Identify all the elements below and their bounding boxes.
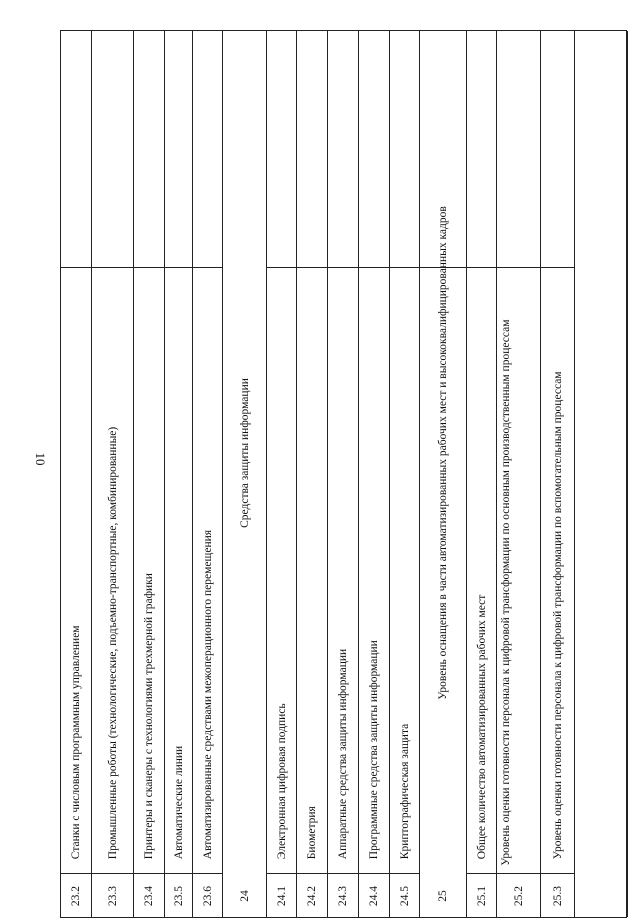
- row-text: Электронная цифровая подпись: [275, 702, 288, 859]
- row-number: 25.3: [551, 885, 564, 906]
- row-text: Автоматизированные средствами межоперационного перемещения: [201, 529, 214, 859]
- row-text: Уровень оценки готовности персонала к цифровой трансформации по основным производственным процессам: [500, 319, 512, 866]
- row-text: Уровень оценки готовности персонала к цифровой трансформации по вспомогательным процессам: [551, 371, 564, 859]
- empty-column: [575, 31, 628, 917]
- table-row: [267, 31, 297, 917]
- table-row: [165, 31, 193, 917]
- row-number: 23.3: [106, 885, 119, 906]
- row-number: 24.2: [306, 885, 318, 906]
- row-text: Общее количество автоматизированных рабочих мест: [475, 594, 488, 859]
- row-number: 24: [238, 889, 251, 902]
- table-row: [497, 31, 541, 917]
- table-row: [297, 31, 328, 917]
- table-row: [390, 31, 420, 917]
- row-number: 25.2: [512, 885, 525, 906]
- table-row: [61, 31, 92, 917]
- section-title: Уровень оснащения в части автоматизированных рабочих мест и высококвалифицированных кадров: [437, 205, 449, 700]
- row-text: Принтеры и сканеры с технологиями трехмерной графики: [142, 572, 155, 859]
- data-table: [60, 30, 627, 918]
- table-row: [328, 31, 359, 917]
- row-text: Автоматические линии: [172, 745, 185, 859]
- table-row: [359, 31, 390, 917]
- row-number: 24.1: [275, 885, 288, 906]
- table-row: [193, 31, 223, 917]
- row-text: Промышленные роботы (технологические, подъемно-транспортные, комбинированные): [106, 426, 119, 859]
- table-row: [134, 31, 165, 917]
- row-text: Биометрия: [305, 805, 318, 859]
- row-text: Программные средства защиты информации: [367, 639, 380, 859]
- row-number: 24.4: [368, 885, 380, 906]
- row-text: Аппаратные средства защиты информации: [336, 648, 349, 859]
- table-row: [92, 31, 134, 917]
- row-number: 24.3: [337, 885, 349, 906]
- table-row: [467, 31, 497, 917]
- page-number: 10: [33, 452, 48, 466]
- row-number: 23.6: [201, 885, 214, 906]
- row-number: 23.5: [172, 885, 185, 906]
- row-text: Криптографическая защита: [398, 723, 411, 859]
- row-text: Станки с числовым программным управлением: [69, 625, 82, 859]
- table-row: [541, 31, 575, 917]
- section-title: Средства защиты информации: [238, 377, 251, 528]
- row-number: 24.5: [398, 885, 411, 906]
- row-number: 23.4: [143, 885, 155, 906]
- row-number: 25: [437, 889, 449, 902]
- section-header-row: [223, 31, 267, 917]
- row-number: 25.1: [475, 885, 488, 906]
- section-header-row: [420, 31, 467, 917]
- row-number: 23.2: [70, 885, 82, 906]
